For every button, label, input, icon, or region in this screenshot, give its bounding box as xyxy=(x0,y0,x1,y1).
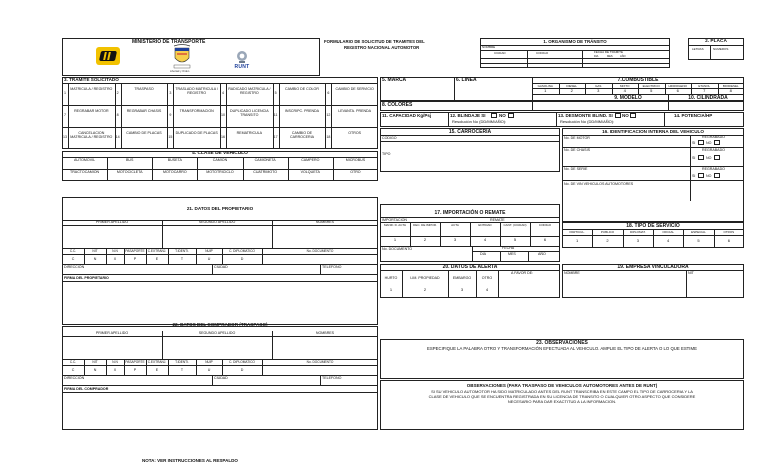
organismo-title: 1. ORGANISMO DE TRÁNSITO xyxy=(543,39,607,44)
tramite-option-2[interactable]: TRASPASO xyxy=(134,87,154,91)
tramite-option-13[interactable]: CANCELACION MATRICULA / REGISTRO xyxy=(70,131,113,139)
carroceria-tipo: TIPO xyxy=(382,152,391,156)
alerta-number: 1 xyxy=(389,287,393,292)
capacidad-label: 11. CAPACIDAD Kg/Psj xyxy=(382,113,432,118)
importacion-number: 6 xyxy=(543,237,547,242)
coat-caption: Libertad y Orden xyxy=(170,70,190,73)
propietario-doc-type[interactable]: PASAPORTE xyxy=(125,249,145,253)
observaciones-text: ESPECIFIQUE LA PALABRA OTRO Y TRANSFORMACIÓN EFECTUADA AL VEHICULO. AMPLIE EL TIPO DE ALERTA O LO QUE ESTIME xyxy=(427,346,697,351)
tramite-number: 2 xyxy=(116,91,119,95)
importacion-number: 3 xyxy=(453,237,457,242)
tramite-number: 3 xyxy=(169,91,172,95)
carroceria-title: 15. CARROCERIA xyxy=(448,129,492,135)
clase-option[interactable]: CAMPERO xyxy=(301,158,320,162)
tramite-option-1[interactable]: MATRICULA / REGISTRO xyxy=(70,87,113,91)
comprador-doc-type[interactable]: NIT xyxy=(92,360,98,364)
chasis-regrabado-si[interactable] xyxy=(698,155,704,160)
a-favor-label: A FAVOR DE: xyxy=(511,271,534,275)
servicio-number: 3 xyxy=(636,238,639,243)
comprador-firma-label: FIRMA DEL COMPRADOR xyxy=(64,387,109,391)
servicio-option[interactable]: OFICIAL xyxy=(662,230,674,234)
potencia-label: 14. POTENCIA/HP xyxy=(674,113,713,118)
comprador-doc-code: U xyxy=(207,368,211,372)
tramite-option-5[interactable]: CAMBIO DE COLOR xyxy=(285,87,319,91)
clase-option[interactable]: AUTOMOVIL xyxy=(74,158,96,162)
tramite-number: 1 xyxy=(64,91,66,95)
propietario-doc-code: D xyxy=(240,257,244,261)
clase-option[interactable]: BUS xyxy=(126,158,134,162)
blindaje-si-checkbox[interactable] xyxy=(491,113,497,118)
propietario-telefono-label: TELEFONO xyxy=(322,265,342,269)
propietario-doc-type[interactable]: T.IDENTI. xyxy=(175,249,189,253)
cilindrada-label: 10. CILINDRADA xyxy=(688,95,728,101)
propietario-firma-label: FIRMA DEL PROPIETARIO xyxy=(64,276,109,280)
colores-row xyxy=(380,101,744,111)
comprador-doc-type[interactable]: PASAPORTE xyxy=(125,360,145,364)
tramite-option-14[interactable]: CAMBIO DE PLACAS xyxy=(126,131,162,135)
propietario-doc-type[interactable]: C.C. xyxy=(69,249,77,253)
tramite-option-6[interactable]: CAMBIO DE SERVICIO xyxy=(335,87,374,91)
serie-regrabado-si[interactable] xyxy=(698,173,704,178)
propietario-doc-code: C xyxy=(71,257,75,261)
footer-note: NOTA: VER INSTRUCCIONES AL RESPALDO xyxy=(142,458,238,463)
propietario-doc-code: N xyxy=(93,257,97,261)
identificacion-title: 16. IDENTIFICACION INTERNA DEL VEHICULO xyxy=(602,129,704,134)
clase-option[interactable]: MOTOTRICICLO xyxy=(206,170,234,174)
comprador-doc-type: No. DOCUMENTO xyxy=(306,360,334,364)
importacion-number: 5 xyxy=(513,237,517,242)
tramite-number: 7 xyxy=(64,113,66,117)
clase-option[interactable]: VOLQUETA xyxy=(300,170,320,174)
servicio-option[interactable]: OTROS xyxy=(723,230,735,234)
clase-title: 4. CLASE DE VEHICULO xyxy=(192,151,248,156)
combustible-option[interactable]: ETANOL xyxy=(698,84,711,88)
clase-option[interactable]: CAMION xyxy=(212,158,228,162)
tramite-number: 9 xyxy=(169,113,172,117)
propietario-doc-type: No. DOCUMENTO xyxy=(306,249,334,253)
no-chasis-label: No. DE CHASIS xyxy=(564,148,590,152)
alerta-number: 4 xyxy=(485,287,489,292)
importacion-number: 1 xyxy=(393,237,397,242)
runt-application-form: MINISTERIO DE TRANSPORTE Libertad y Orden RUNT FORMULARIO DE SOLICITUD DE TRAMITES DEL REGISTRO NACIONAL AUTOMOTOR 1. ORGANISMO DE TRÁNSITO NOMBRE CIUDAD CODIGO FECHA DE TRAMITE DIA MES AÑO 2. PLACA LETRAS NUMEROS 3. TRAMITE SOLICITADO 4. CLASE DE VEHICULO 21. DATOS DEL PROPIETARIO 22. DATOS DEL COMPRADOR (TRASPASO) NOTA: VER INSTRUCCIONES AL RESPALDO 5. MARCA 6. LINEA 7.COMBUSTIBLE 8. COLORES 9. MODELO 10. CILINDRADA 11. CAPACIDAD Kg/Psj 12. BLINDAJE SI NO Resolución No (DD/MM/AÑO): 13. DESMONTE BLIND. SI NO Resolución No (DD/MM/AÑO): 14. POTENCIA/HP 15. CARROCERIA CODIGO TIPO 16. IDENTIFICACION INTERNA DEL VEHICULO No. DE MOTOR REGRABADO SI NO No. DE CHASIS REGRABADO SI NO No. DE SERIE REGRABADO SI NO No. DE VIN VEHICULOS AUTOMOTORES 17. IMPORTACIÓN O REMATE IMPORTACION REMATE No. DOCUMENTO FECHA DIA MES AÑO 18. TIPO DE SERVICIO 20. DATOS DE ALERTA A FAVOR DE: 19. EMPRESA VINCULADORA NOMBRE NIT 23. OBSERVACIONES ESPECIFIQUE LA PALABRA OTRO Y TRANSFORMACIÓN EFECTUADA AL VEHICULO. AMPLIE EL TIPO DE ALERTA O LO QUE ESTIME OBSERVACIONES (PARA TRASPASO DE VEHICULOS AUTOMOTORES ANTES DE RUNT) SI SU VEHICULO AUTOMOTOR HA SIDO MATRICULADO ANTES DEL RUNT TRANSCRIBA EN ESTE CAMPO EL TIPO DE CARROCERIA Y LA CLASE DE VEHICULO QUE SE ENCUENTRA REGISTRADA EN SU LICENCIA DE TRANSITO O CUALQUIER OTRO ASPECTO QUE CONSIDERE NECESARIO PARA DAR EXACTITUD A LA INFORMACION. 1 MATRICULA / REGISTRO 2 TRASPASO 3 TRASLADO MATRICULA / REGISTRO 4 RADICADO MATRICULA / REGISTRO 5 CAMBIO DE COLOR 6 CAMBIO DE SERVICIO 7 REGRABAR MOTOR 8 REGRABAR CHASIS 9 TRANSFORMACION 10 DUPLICADO LICENCIA TRANSITO 11 INSCRIPC. PRENDA 12 LEVANTA. PRENDA 13 CANCELACION MATRICULA / REGISTRO 14 CAMBIO DE PLACAS 15 DUPLICADO DE PLACAS 16 REMATRICULA 17 CAMBIO DE CARROCERIA 18 OTROS AUTOMOVIL BUS BUSETA CAMION CAMIONETA CAMPERO MICROBUS TRACTOCAMION MOTOCICLETA MOTOCARRO MOTOTRICICLO CUATRIMOTO VOLQUETA OTRO PRIMER APELLIDO SEGUNDO APELLIDO NOMBRES C.C. C NIT N N.N X PASAPORTE P C.EXTRANJ. E T.IDENTI. T NUIP U C. DIPLOMATICO D No. DOCUMENTO DIRECCIÓN CIUDAD TELEFONO FIRMA DEL PROPIETARIO PRIMER APELLIDO SEGUNDO APELLIDO NOMBRES C.C. C NIT N N.N X PASAPORTE P C.EXTRANJ. E T.IDENTI. T NUIP U C. DIPLOMATICO D No. DOCUMENTO DIRECCIÓN CIUDAD TELEFONO FIRMA DEL COMPRADOR GASOLINA 1 DIESEL 2 GAS 3 MIXTO 4 ELECTRICO 5 HIDROGENO 6 ETANOL 7 BIODIESEL 8 MANIF. D. ACTA 1 DEC. DE IMPOR. 2 ACTA 3 ENTIDAD 4 CANT. (CIUDAD) 5 CODIGO 6 PARTICUL. 1 PUBLICO 2 DIPLOMAT. 3 OFICIAL 4 ESPECIAL 5 OTROS 6 HURTO 1 LIM. PROPIEDAD 2 EMBARGO 3 OTRO 4 xyxy=(62,34,744,464)
propietario-segundo-label: SEGUNDO APELLIDO xyxy=(198,220,236,224)
tramite-option-4[interactable]: RADICADO MATRICULA / REGISTRO xyxy=(228,87,271,95)
importacion-col: DEC. DE IMPOR. xyxy=(413,223,437,227)
empresa-title: 19. EMPRESA VINCULADORA xyxy=(617,264,689,270)
importacion-title: 17. IMPORTACIÓN O REMATE xyxy=(434,210,506,216)
ministry-title: MINISTERIO DE TRANSPORTE xyxy=(132,39,206,45)
clase-option[interactable]: MICROBUS xyxy=(345,158,366,162)
tramite-number: 17 xyxy=(273,135,278,139)
alerta-title: 20. DATOS DE ALERTA xyxy=(442,264,498,270)
tramite-number: 5 xyxy=(274,91,277,95)
tramite-option-12[interactable]: LEVANTA. PRENDA xyxy=(338,109,372,113)
importacion-number: 2 xyxy=(423,237,427,242)
propietario-title: 21. DATOS DEL PROPIETARIO xyxy=(186,206,254,211)
tramite-option-10[interactable]: DUPLICADO LICENCIA TRANSITO xyxy=(230,109,269,117)
chasis-regrabado-no[interactable] xyxy=(714,155,720,160)
propietario-doc-code: P xyxy=(133,257,137,261)
placa-letras-label: LETRAS xyxy=(692,47,704,51)
vin-label: No. DE VIN VEHICULOS AUTOMOTORES xyxy=(564,182,634,186)
tramite-option-3[interactable]: TRASLADO MATRICULA / REGISTRO xyxy=(175,87,218,95)
comprador-doc-type[interactable]: C. DIPLOMATICO xyxy=(229,360,255,364)
importacion-col: ACTA xyxy=(451,223,459,227)
comprador-direccion-label: DIRECCIÓN xyxy=(64,376,85,380)
comprador-doc-type[interactable]: C.C. xyxy=(69,360,77,364)
comprador-doc-type[interactable]: T.IDENTI. xyxy=(175,360,189,364)
linea-label: 6. LINEA xyxy=(456,77,477,83)
alerta-number: 2 xyxy=(423,287,427,292)
desmonte-no-checkbox[interactable] xyxy=(630,113,636,118)
tramite-option-18[interactable]: OTROS xyxy=(348,131,362,135)
combustible-number: 8 xyxy=(729,88,732,93)
propietario-doc-code: T xyxy=(180,257,184,261)
tramite-option-11[interactable]: INSCRIPC. PRENDA xyxy=(284,109,320,113)
marca-label: 5. MARCA xyxy=(382,77,407,83)
mintransporte-logo xyxy=(96,47,120,65)
servicio-number: 6 xyxy=(727,238,730,243)
servicio-option[interactable]: PUBLICO xyxy=(600,230,615,234)
clase-option[interactable]: OTRO xyxy=(350,170,361,174)
placa-numeros-label: NUMEROS xyxy=(713,47,729,51)
organismo-ciudad-label: CIUDAD xyxy=(494,51,506,55)
comprador-nombres-label: NOMBRES xyxy=(315,331,335,335)
tramite-number: 12 xyxy=(326,113,331,117)
organismo-codigo-label: CODIGO xyxy=(536,51,549,55)
tramite-number: 6 xyxy=(327,91,330,95)
carroceria-codigo: CODIGO xyxy=(382,136,397,140)
runt-obs-title: OBSERVACIONES (PARA TRASPASO DE VEHICULOS AUTOMOTORES ANTES DE RUNT) xyxy=(466,383,658,388)
tramite-number: 13 xyxy=(63,135,67,139)
comprador-doc-code: N xyxy=(93,368,97,372)
combustible-number: 5 xyxy=(650,88,653,93)
fecha-tramite-label: FECHA DE TRAMITE xyxy=(594,50,623,54)
comprador-ciudad-label: CIUDAD xyxy=(214,376,228,380)
comprador-doc-code: T xyxy=(180,368,184,372)
comprador-title: 22. DATOS DEL COMPRADOR (TRASPASO) xyxy=(172,322,268,327)
alerta-option[interactable]: LIM. PROPIEDAD xyxy=(410,276,440,280)
tramite-number: 14 xyxy=(115,135,120,139)
form-title-line2: REGISTRO NACIONAL AUTOMOTOR xyxy=(344,45,420,50)
clase-option[interactable]: MOTOCICLETA xyxy=(116,170,143,174)
comprador-telefono-label: TELEFONO xyxy=(322,376,342,380)
tramite-option-15[interactable]: DUPLICADO DE PLACAS xyxy=(175,131,218,135)
tramite-option-9[interactable]: TRANSFORMACION xyxy=(179,109,214,113)
propietario-ciudad-label: CIUDAD xyxy=(214,265,228,269)
blindaje-label: 12. BLINDAJE SI xyxy=(450,113,486,118)
alerta-number: 3 xyxy=(460,287,464,292)
propietario-nombres-label: NOMBRES xyxy=(315,220,335,224)
combustible-option[interactable]: DIESEL xyxy=(566,84,578,88)
servicio-option[interactable]: PARTICUL. xyxy=(569,230,585,234)
comprador-doc-code: X xyxy=(113,368,117,372)
tramite-option-7[interactable]: REGRABAR MOTOR xyxy=(74,109,109,113)
clase-option[interactable]: MOTOCARRO xyxy=(163,170,187,174)
combustible-number: 6 xyxy=(676,88,679,93)
importacion-col: CODIGO xyxy=(538,223,552,227)
combustible-option[interactable]: BIODIESEL xyxy=(722,84,739,88)
importacion-col: ENTIDAD xyxy=(478,223,492,227)
propietario-primer-label: PRIMER APELLIDO xyxy=(95,220,129,224)
propietario-doc-code: X xyxy=(113,257,117,261)
combustible-number: 7 xyxy=(703,88,706,93)
clase-option[interactable]: CUATRIMOTO xyxy=(253,170,278,174)
form-title-line1: FORMULARIO DE SOLICITUD DE TRAMITES DEL xyxy=(324,39,425,44)
combustible-option[interactable]: HIDROGENO xyxy=(668,84,687,88)
tramite-option-16[interactable]: REMATRICULA xyxy=(236,131,263,135)
blindaje-no-checkbox[interactable] xyxy=(508,113,514,118)
combustible-label: 7.COMBUSTIBLE xyxy=(617,77,659,83)
placa-title: 2. PLACA xyxy=(705,39,727,44)
propietario-doc-code: U xyxy=(207,257,211,261)
combustible-number: 3 xyxy=(597,88,600,93)
combustible-option[interactable]: GASOLINA xyxy=(537,84,553,88)
propietario-doc-type[interactable]: N.N xyxy=(112,249,118,253)
tramite-number: 10 xyxy=(221,113,225,117)
modelo-label: 9. MODELO xyxy=(614,95,642,101)
servicio-number: 1 xyxy=(576,238,579,243)
no-serie-label: No. DE SERIE xyxy=(564,167,588,171)
servicio-number: 4 xyxy=(667,238,670,243)
tramite-number: 8 xyxy=(116,113,119,117)
blindaje-resolucion: Resolución No (DD/MM/AÑO): xyxy=(452,119,507,124)
combustible-option[interactable]: GAS xyxy=(595,84,602,88)
coat-of-arms-icon xyxy=(172,44,192,70)
serie-regrabado-no[interactable] xyxy=(714,173,720,178)
tramite-title: 3. TRAMITE SOLICITADO xyxy=(64,77,119,82)
motor-regrabado-si[interactable] xyxy=(698,140,704,145)
desmonte-si-checkbox[interactable] xyxy=(615,113,621,118)
clase-option[interactable]: CAMIONETA xyxy=(254,158,276,162)
comprador-doc-type[interactable]: C.EXTRANJ. xyxy=(147,360,167,364)
servicio-option[interactable]: DIPLOMAT. xyxy=(630,230,646,234)
tramite-option-17[interactable]: CAMBIO DE CARROCERIA xyxy=(290,131,314,139)
comprador-primer-label: PRIMER APELLIDO xyxy=(95,331,129,335)
combustible-number: 1 xyxy=(544,88,547,93)
propietario-doc-type[interactable]: NIT xyxy=(92,249,98,253)
combustible-number: 2 xyxy=(570,88,573,93)
clase-option[interactable]: TRACTOCAMION xyxy=(70,170,100,174)
tramite-number: 4 xyxy=(222,91,224,95)
alerta-option[interactable]: EMBARGO xyxy=(452,276,472,280)
comprador-doc-type[interactable]: NUIP xyxy=(205,360,213,364)
desmonte-resolucion: Resolución No (DD/MM/AÑO): xyxy=(560,119,615,124)
combustible-option[interactable]: ELECTRICO xyxy=(642,84,660,88)
servicio-number: 2 xyxy=(606,238,609,243)
combustible-number: 4 xyxy=(623,88,626,93)
servicio-option[interactable]: ESPECIAL xyxy=(691,230,706,234)
tramite-option-8[interactable]: REGRABAR CHASIS xyxy=(126,109,162,113)
tramite-number: 11 xyxy=(273,113,278,117)
importacion-col: CANT. (CIUDAD) xyxy=(503,223,527,227)
importacion-number: 4 xyxy=(483,237,487,242)
propietario-doc-code: E xyxy=(155,257,159,261)
runt-logo: RUNT xyxy=(230,50,254,72)
propietario-doc-type[interactable]: NUIP xyxy=(205,249,213,253)
comprador-doc-code: C xyxy=(71,368,75,372)
clase-option[interactable]: BUSETA xyxy=(167,158,182,162)
desmonte-label: 13. DESMONTE BLIND. SI xyxy=(558,113,613,118)
servicio-title: 18. TIPO DE SERVICIO xyxy=(626,223,680,229)
tramite-number: 15 xyxy=(168,135,173,139)
comprador-doc-code: P xyxy=(133,368,137,372)
no-motor-label: No. DE MOTOR xyxy=(564,136,590,140)
colores-label: 8. COLORES xyxy=(382,102,413,108)
organismo-nombre-label: NOMBRE xyxy=(482,45,496,49)
propietario-doc-type[interactable]: C.EXTRANJ. xyxy=(147,249,167,253)
no-documento-label: No. DOCUMENTO xyxy=(382,247,413,251)
tramite-number: 18 xyxy=(326,135,331,139)
comprador-doc-code: D xyxy=(240,368,244,372)
propietario-section xyxy=(62,197,378,325)
observaciones-title: 23. OBSERVACIONES xyxy=(536,340,588,346)
comprador-doc-code: E xyxy=(155,368,159,372)
importacion-col: MANIF. D. ACTA xyxy=(383,223,407,227)
alerta-option[interactable]: HURTO xyxy=(384,276,398,280)
combustible-option[interactable]: MIXTO xyxy=(620,84,630,88)
propietario-doc-type[interactable]: C. DIPLOMATICO xyxy=(229,249,255,253)
comprador-doc-type[interactable]: N.N xyxy=(112,360,118,364)
propietario-direccion-label: DIRECCIÓN xyxy=(64,265,85,269)
comprador-segundo-label: SEGUNDO APELLIDO xyxy=(198,331,236,335)
alerta-option[interactable]: OTRO xyxy=(481,276,493,280)
servicio-number: 5 xyxy=(697,238,700,243)
tramite-number: 16 xyxy=(221,135,225,139)
motor-regrabado-no[interactable] xyxy=(714,140,720,145)
